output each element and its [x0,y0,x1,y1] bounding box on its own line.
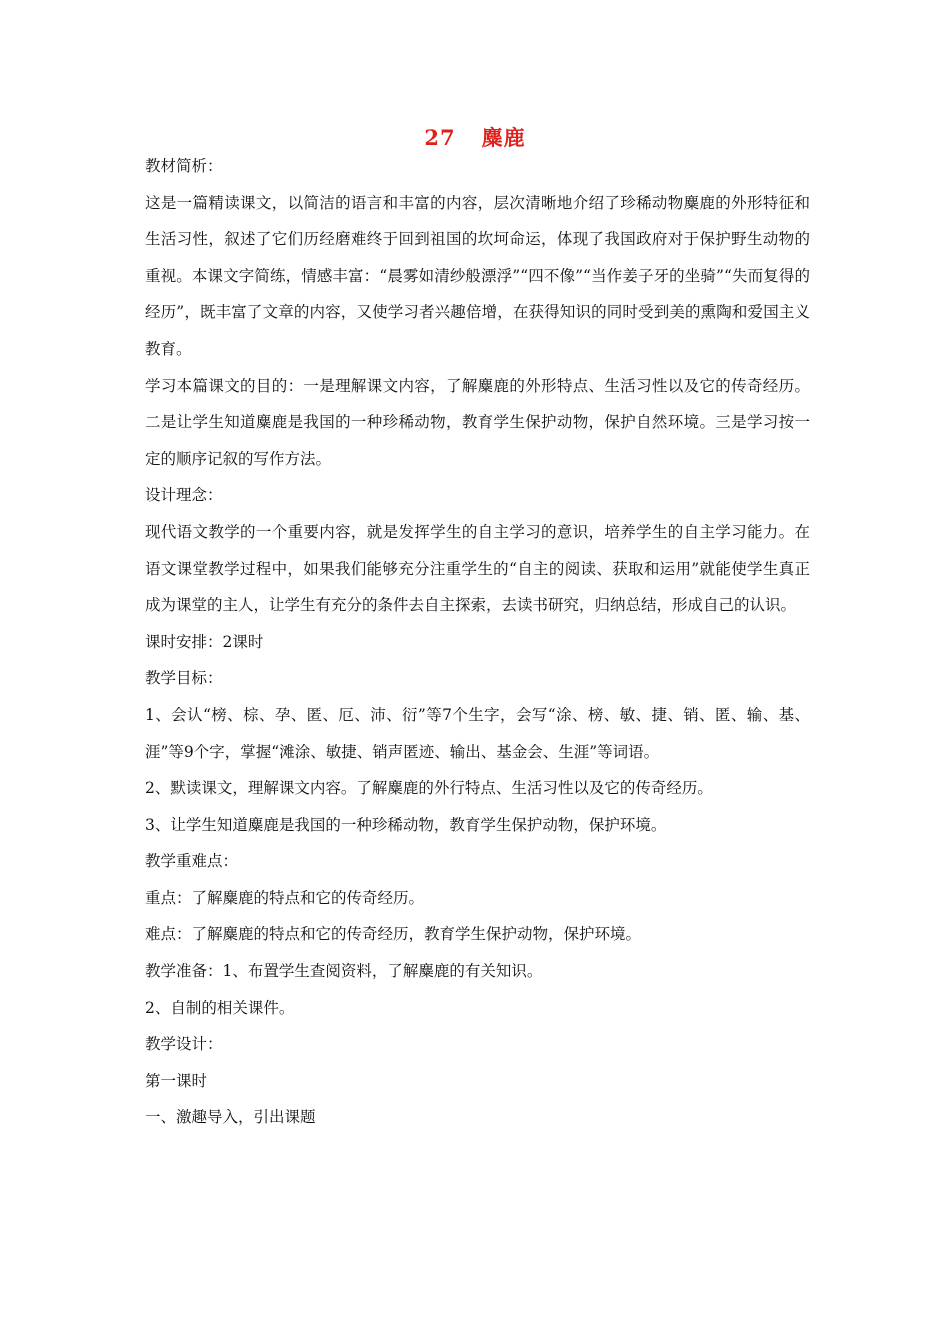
goal-item-2: 2、默读课文，理解课文内容。了解麋鹿的外行特点、生活习性以及它的传奇经历。 [145,779,713,798]
heading-design-concept: 设计理念： [145,486,223,505]
paragraph-textbook-analysis: 这是一篇精读课文，以简洁的语言和丰富的内容，层次清晰地介绍了珍稀动物麋鹿的外形特征和生活习性，叙述了它们历经磨难终于回到祖国的坎坷命运，体现了我国政府对于保护野生动物的重视。本课文字简练，情感丰富：“晨雾如清纱般漂浮”“四不像”“当作姜子牙的坐骑”“失而复得的经历”，既丰富了文章的内容，又使学习者兴趣倍增，在获得知识的同时受到美的熏陶和爱国主义教育。 [145,193,810,358]
goal-item-1: 1、会认“榜、棕、孕、匿、厄、沛、衍”等7个生字，会写“涂、榜、敏、捷、销、匿、输、基、涯”等9个字，掌握“滩涂、敏捷、销声匿迹、输出、基金会、生涯”等词语。 [145,705,810,761]
line-first-lesson: 第一课时 [145,1071,208,1090]
heading-key-difficult-points: 教学重难点： [145,852,239,871]
line-difficult-point: 难点：了解麋鹿的特点和它的传奇经历，教育学生保护动物，保护环境。 [145,925,642,944]
document-body [145,148,810,1136]
lesson-number: 27 [424,125,456,150]
line-preparation-2: 2、自制的相关课件。 [145,998,295,1017]
lesson-name: 麋鹿 [481,125,526,150]
goal-item-3: 3、让学生知道麋鹿是我国的一种珍稀动物，教育学生保护动物，保护环境。 [145,815,667,834]
line-key-point: 重点：了解麋鹿的特点和它的传奇经历。 [145,888,425,907]
heading-teaching-design: 教学设计： [145,1035,223,1054]
paragraph-design-concept: 现代语文教学的一个重要内容，就是发挥学生的自主学习的意识，培养学生的自主学习能力。在语文课堂教学过程中，如果我们能够充分注重学生的“自主的阅读、获取和运用”就能使学生真正成为课堂的主人，让学生有充分的条件去自主探索，去读书研究，归纳总结，形成自己的认识。 [145,522,810,615]
line-preparation-1: 教学准备：1、布置学生查阅资料，了解麋鹿的有关知识。 [145,962,543,981]
line-class-hours: 课时安排：2课时 [145,632,264,651]
paragraph-learning-purpose: 学习本篇课文的目的：一是理解课文内容，了解麋鹿的外形特点、生活习性以及它的传奇经历。二是让学生知道麋鹿是我国的一种珍稀动物，教育学生保护动物，保护自然环境。三是学习按一定的顺序记叙的写作方法。 [145,376,810,468]
line-section-one: 一、激趣导入，引出课题 [145,1108,316,1127]
heading-teaching-goals: 教学目标： [145,669,223,688]
heading-textbook-analysis: 教材简析： [145,157,223,175]
